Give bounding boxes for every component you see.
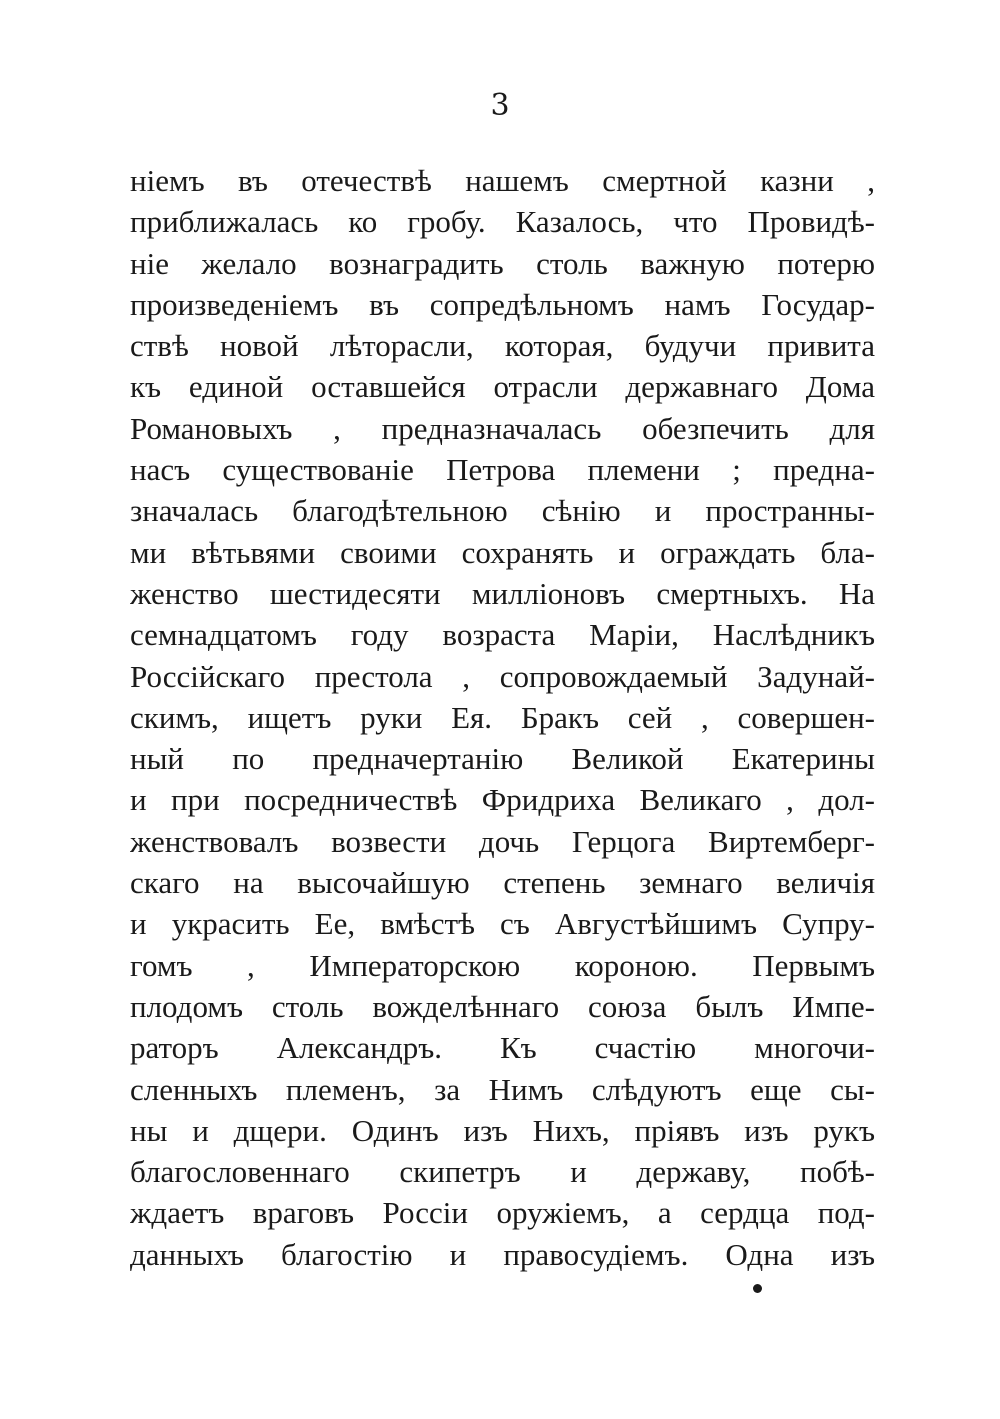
text-line: ніемъ въ отечествѣ нашемъ смертной казни , [130, 163, 875, 198]
text-line: Романовыхъ , предназначалась обезпечить для [130, 410, 875, 446]
text-line: ствѣ новой лѣторасли, которая, будучи привита [130, 328, 875, 364]
text-line: ніе желало вознаградить столь важную потерю [130, 245, 875, 281]
text-line: ми вѣтьвями своими сохранять и ограждать бла- [130, 534, 875, 570]
text-line: семнадцатомъ году возраста Маріи, Наслѣдникъ [130, 617, 875, 653]
text-line: гомъ , Императорскою короною. Первымъ [130, 947, 875, 983]
text-line: скимъ, ищетъ руки Ея. Бракъ сей , совершен- [130, 699, 875, 735]
body-text [130, 160, 875, 1275]
text-line: плодомъ столь вожделѣннаго союза былъ Импе- [130, 988, 875, 1024]
text-line: насъ существованіе Петрова племени ; предна- [130, 452, 875, 488]
text-line: ный по предначертанію Великой Екатерины [130, 741, 875, 777]
text-line: ждаетъ враговъ Россіи оружіемъ, а сердца под- [130, 1195, 875, 1231]
text-line: произведеніемъ въ сопредѣльномъ намъ Государ- [130, 286, 875, 322]
text-line: и украсить Ее, вмѣстѣ съ Августѣйшимъ Супру- [130, 906, 875, 942]
text-line: женствовалъ возвести дочь Герцога Виртемберг- [130, 823, 875, 859]
text-line: и при посредничествѣ Фридриха Великаго , дол- [130, 782, 875, 818]
text-line: приближалась ко гробу. Казалось, что Провидѣ- [130, 204, 875, 240]
page-number: 3 [490, 88, 510, 123]
text-line: Россійскаго престола , сопровождаемый Задунай- [130, 658, 875, 694]
text-line: сленныхъ племенъ, за Нимъ слѣдуютъ еще сы- [130, 1071, 875, 1107]
text-line: благословеннаго скипетръ и державу, побѣ- [130, 1154, 875, 1190]
text-line: женство шестидесяти милліоновъ смертныхъ. На [130, 575, 875, 611]
text-line: данныхъ благостію и правосудіемъ. Одна изъ [130, 1236, 875, 1272]
text-line: значалась благодѣтельною сѣнію и пространны- [130, 493, 875, 529]
text-line: къ единой оставшейся отрасли державнаго Дома [130, 369, 875, 405]
text-line: раторъ Александръ. Къ счастію многочи- [130, 1030, 875, 1066]
ink-dot [753, 1284, 762, 1293]
text-line: скаго на высочайшую степень земнаго величія [130, 865, 875, 901]
text-line: ны и дщери. Одинъ изъ Нихъ, пріявъ изъ рукъ [130, 1112, 875, 1148]
